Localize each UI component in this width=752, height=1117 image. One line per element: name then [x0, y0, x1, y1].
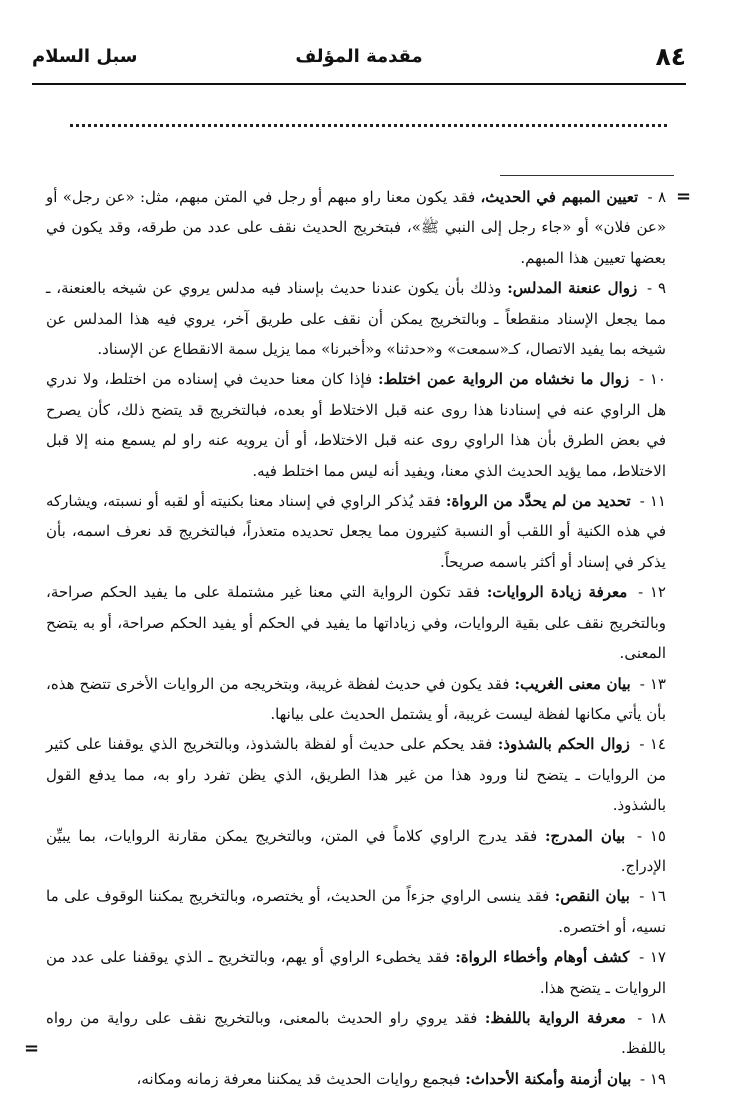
item-text: فقد يحكم على حديث أو لفظة بالشذوذ، وبالتخريج الذي يوقفنا على كثير من الروايات ـ يتضح لنا ورود هذا من غير هذا الطريق، الذي يظن تفرد راو به، مما يدفع القول بالشذوذ.	[46, 735, 666, 815]
list-item	[46, 669, 666, 730]
item-title: تحديد من لم يحدَّد من الرواة:	[445, 492, 631, 511]
list-item	[46, 486, 666, 577]
item-number: ٨ -	[647, 188, 666, 206]
continuation-marker-bottom: =	[24, 1038, 40, 1059]
item-number: ١٥ -	[637, 826, 666, 845]
header-rule	[32, 83, 686, 85]
item-title: زوال ما نخشاه من الرواية عمن اختلط:	[378, 370, 630, 389]
dotted-separator	[70, 124, 667, 127]
item-title: بيان النقص:	[554, 887, 630, 906]
item-text: فبجمع روايات الحديث قد يمكننا معرفة زمانه ومكانه،	[136, 1069, 461, 1088]
list-item	[46, 942, 666, 1003]
list-item	[46, 1064, 666, 1094]
item-text: فقد يكون معنا راو مبهم أو رجل في المتن مبهم، مثل: «عن رجل» أو «عن فلان» أو «جاء رجل إلى النبي ﷺ»، فبتخريج الحديث نقف على عدد من طرقه، وقد يكون في بعضها تعيين هذا المبهم.	[46, 188, 666, 267]
item-number: ١١ -	[639, 492, 666, 511]
item-text: فقد ينسى الراوي جزءاً من الحديث، أو يختصره، وبالتخريج يمكننا الوقوف على ما نسيه، أو اختصره.	[46, 887, 666, 936]
item-title: تعيين المبهم في الحديث،	[480, 188, 639, 206]
item-number: ١٢ -	[638, 583, 666, 602]
item-text: فقد يدرج الراوي كلاماً في المتن، وبالتخريج يمكن مقارنة الروايات، بما يبيِّن الإدراج.	[46, 826, 666, 875]
item-text: فقد يكون في حديث لفظة غريبة، وبتخريجه من الروايات الأخرى تتضح هذه، بأن يأتي مكانها لفظة ليست غريبة، أو يشتمل الحديث على بيانها.	[46, 674, 666, 723]
book-title: سبل السلام	[32, 46, 138, 67]
page-header	[32, 42, 686, 82]
item-number: ١٧ -	[639, 948, 666, 967]
page-number: ٨٤	[655, 42, 686, 71]
footnote-rule	[500, 175, 674, 176]
section-title: مقدمة المؤلف	[295, 46, 423, 67]
list-item	[46, 881, 666, 942]
item-number: ٩ -	[647, 279, 666, 298]
footnote-text	[46, 182, 666, 1094]
item-text: فقد يروي راو الحديث بالمعنى، وبالتخريج نقف على رواية من رواه باللفظ.	[46, 1008, 666, 1058]
list-item	[46, 577, 666, 668]
item-number: ١٤ -	[639, 735, 666, 754]
item-text: فإذا كان معنا حديث في إسناده من اختلط، ولا ندري هل الراوي عنه في إسنادنا هذا روى عنه قبل الاختلاط أو بعده، فبالتخريج قد يتضح ذلك، كأن يصرح في بعض الطرق بأن هذا الراوي روى عنه قبل الاختلاط، أو أن يرويه عنه راو لم يسمع منه إلا قبل الاختلاط، مما يؤيد الحديث الذي معنا، ويفيد أنه ليس مما اختلط فيه.	[46, 370, 666, 480]
item-number: ١٦ -	[639, 887, 666, 906]
list-item	[46, 1003, 666, 1064]
item-title: زوال الحكم بالشذوذ:	[497, 735, 630, 754]
list-item	[46, 729, 666, 820]
item-number: ١٠ -	[638, 370, 666, 389]
item-text: فقد يخطىء الراوي أو يهم، وبالتخريج ـ الذي يوقفنا على عدد من الروايات ـ يتضح هذا.	[46, 948, 666, 997]
item-title: بيان المدرج:	[544, 826, 626, 845]
item-text: فقد تكون الرواية التي معنا غير مشتملة على ما يفيد الحكم صراحة، وبالتخريج نقف على بقية الروايات، وفي زياداتها ما يفيد في الحكم أو يفيد الحكم صراحة، أو به يتضح المعنى.	[46, 583, 666, 663]
list-item	[46, 364, 666, 486]
list-item	[46, 182, 666, 273]
item-title: بيان أزمنة وأمكنة الأحداث:	[465, 1069, 632, 1088]
item-number: ١٣ -	[639, 674, 666, 693]
item-text: وذلك بأن يكون عندنا حديث بإسناد فيه مدلس يروي عن شيخه بالعنعنة، ـ مما يجعل الإسناد منقطعاً ـ وبالتخريج يمكن أن نقف على طريق آخر، يروي فيه هذا المدلس عن شيخه بما يفيد الاتصال، كـ«سمعت» و«حدثنا» و«أخبرنا» مما يزيل سمة الانقطاع عن الإسناد.	[46, 279, 666, 359]
continuation-marker-top: =	[676, 186, 692, 207]
item-title: معرفة زيادة الروايات:	[486, 583, 628, 602]
list-item	[46, 821, 666, 882]
item-title: بيان معنى الغريب:	[514, 674, 631, 693]
item-number: ١٨ -	[637, 1008, 666, 1027]
item-number: ١٩ -	[640, 1069, 666, 1088]
item-title: كشف أوهام وأخطاء الرواة:	[455, 948, 630, 967]
item-title: زوال عنعنة المدلس:	[507, 279, 638, 298]
item-title: معرفة الرواية باللفظ:	[484, 1008, 626, 1027]
item-text: فقد يُذكر الراوي في إسناد معنا بكنيته أو لقبه أو نسبته، ويشاركه في هذه الكنية أو اللقب أو النسبة كثيرون مما يجعل تحديده متعذراً، فبالتخريج قد نعرف اسمه، بأن يذكر في إسناد أو أكثر باسمه صريحاً.	[46, 492, 666, 571]
list-item	[46, 273, 666, 364]
